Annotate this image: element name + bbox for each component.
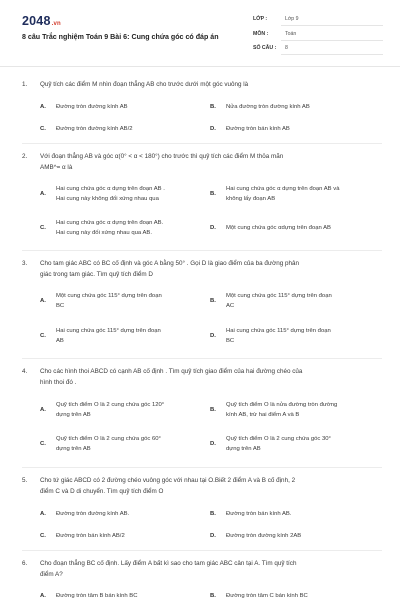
option-text-line-2: AB — [56, 338, 64, 344]
meta-count — [253, 45, 383, 55]
question-text-line-2: giác trong tam giác. Tìm quỹ tích điểm D — [40, 271, 153, 278]
question-divider — [22, 143, 382, 144]
option-letter: B. — [210, 407, 216, 413]
option-text-line-2: BC — [56, 303, 65, 309]
meta-count-label: SỐ CÂU : — [253, 45, 277, 51]
question-divider — [22, 250, 382, 251]
option-text-line-1: Hai cung chứa góc 115° dựng trên đoạn — [226, 328, 331, 334]
option-letter: C. — [40, 333, 46, 339]
option-letter: B. — [210, 593, 216, 599]
option-letter: B. — [210, 191, 216, 197]
option-letter: B. — [210, 298, 216, 304]
option-letter: D. — [210, 225, 216, 231]
option-text: Đường tròn đường kính 2AB — [226, 533, 302, 539]
option-text: Nửa đường tròn đường kính AB — [226, 104, 310, 110]
question-number: 6. — [22, 560, 28, 567]
meta-subject-label: MÔN : — [253, 31, 269, 37]
question-text-line-2: điểm A? — [40, 571, 63, 578]
option-text-line-2: kính AB, trừ hai điểm A và B — [226, 412, 300, 418]
option-text: Đường tròn bán kính AB/2 — [56, 533, 125, 539]
question-text-line-1: Cho tam giác ABC có BC cố định và góc A bằng 50° . Gọi D là giao điểm của ba đường phân — [40, 260, 300, 267]
meta-subject — [253, 31, 383, 41]
option-letter: A. — [40, 511, 46, 517]
meta-line — [281, 54, 383, 55]
question-text-line-1: Cho tứ giác ABCD có 2 đường chéo vuông góc với nhau tại O.Biết 2 điểm A và B cố định, 2 — [40, 477, 296, 484]
option-text-line-1: Hai cung chứa góc 115° dựng trên đoạn — [56, 328, 161, 334]
option-text-line-2: dựng trên AB — [56, 446, 91, 452]
meta-class-label: LỚP : — [253, 16, 268, 22]
option-text-line-2: không lấy đoạn AB — [226, 196, 276, 202]
option-text: Đường tròn đường kính AB/2 — [56, 126, 133, 132]
header-divider — [0, 66, 400, 67]
option-text-line-2: AC — [226, 303, 235, 309]
option-text: Một cung chứa góc αdựng trên đoạn AB — [226, 225, 331, 231]
option-letter: C. — [40, 533, 46, 539]
logo-suffix: .vn — [51, 21, 61, 27]
meta-subject-value: Toán — [285, 31, 297, 37]
option-letter: A. — [40, 407, 46, 413]
option-letter: D. — [210, 441, 216, 447]
option-letter: C. — [40, 126, 46, 132]
option-text-line-2: Hai cung này không đối xứng nhau qua — [56, 196, 159, 202]
option-text-line-1: Hai cung chứa góc α dựng trên đoạn AB và — [226, 186, 340, 192]
option-text-line-1: Quỹ tích điểm O là 2 cung chứa góc 60° — [56, 436, 161, 442]
option-text: Đường tròn bán kính AB. — [226, 511, 292, 517]
option-text: Đường tròn tâm C bán kính BC — [226, 593, 308, 599]
option-text-line-1: Quỹ tích điểm O là 2 cung chứa góc 120° — [56, 402, 165, 408]
option-text-line-2: dựng trên AB — [56, 412, 91, 418]
meta-class-value: Lớp 9 — [285, 16, 299, 22]
question-text-line-1: Cho các hình thoi ABCD có cạnh AB cố định . Tìm quỹ tích giao điểm của hai đường chéo của — [40, 368, 303, 375]
option-letter: D. — [210, 126, 216, 132]
option-text-line-1: Một cung chứa góc 115° dựng trên đoạn — [56, 293, 162, 299]
option-letter: A. — [40, 593, 46, 599]
question-number: 5. — [22, 477, 28, 484]
option-text-line-1: Hai cung chứa góc α dựng trên đoạn AB. — [56, 220, 164, 226]
logo-text: 2048 — [22, 14, 51, 28]
meta-class — [253, 16, 383, 26]
question-text-line-1: Cho đoạn thẳng BC cố định. Lấy điểm A bất kì sao cho tam giác ABC cân tại A. Tìm quỹ tích — [40, 560, 297, 567]
question-divider — [22, 467, 382, 468]
option-letter: A. — [40, 298, 46, 304]
option-text-line-1: Một cung chứa góc 115° dựng trên đoạn — [226, 293, 332, 299]
question-divider — [22, 550, 382, 551]
option-text-line-1: Hai cung chứa góc α dựng trên đoạn AB . — [56, 186, 165, 192]
option-text: Đường tròn tâm B bán kính BC — [56, 593, 138, 599]
option-letter: D. — [210, 333, 216, 339]
question-divider — [22, 358, 382, 359]
question-text-line-1: Với đoạn thẳng AB và góc α(0° < α < 180°) cho trước thì quỹ tích các điểm M thỏa mãn — [40, 153, 284, 160]
meta-line — [281, 25, 383, 26]
question-number: 1. — [22, 81, 28, 88]
question-text-line-2: hình thoi đó . — [40, 379, 77, 386]
option-letter: A. — [40, 104, 46, 110]
question-text-line-2: AMB^= α là — [40, 164, 73, 171]
question-text: Quỹ tích các điểm M nhìn đoạn thẳng AB cho trước dưới một góc vuông là — [40, 81, 249, 88]
question-number: 3. — [22, 260, 28, 267]
option-text: Đường tròn đường kính AB. — [56, 511, 130, 517]
page-title: 8 câu Trắc nghiệm Toán 9 Bài 6: Cung chứa góc có đáp án — [22, 33, 219, 41]
meta-line — [281, 40, 383, 41]
question-number: 4. — [22, 368, 28, 375]
option-letter: C. — [40, 225, 46, 231]
page-header — [0, 0, 400, 70]
question-text-line-2: điểm C và D di chuyển. Tìm quỹ tích điểm O — [40, 488, 164, 495]
question-number: 2. — [22, 153, 28, 160]
option-text: Đường tròn đường kính AB — [56, 104, 128, 110]
option-text-line-1: Quỹ tích điểm O là 2 cung chứa góc 30° — [226, 436, 331, 442]
option-text-line-2: dựng trên AB — [226, 446, 261, 452]
option-letter: B. — [210, 104, 216, 110]
option-text-line-2: Hai cung này đối xứng nhau qua AB. — [56, 230, 152, 236]
meta-count-value: 8 — [285, 45, 288, 51]
option-text-line-2: BC — [226, 338, 235, 344]
option-letter: A. — [40, 191, 46, 197]
option-letter: C. — [40, 441, 46, 447]
option-letter: D. — [210, 533, 216, 539]
option-text-line-1: Quỹ tích điểm O là nửa đường tròn đường — [226, 402, 338, 408]
option-text: Đường tròn bán kính AB — [226, 126, 290, 132]
site-logo[interactable] — [22, 14, 61, 28]
option-letter: B. — [210, 511, 216, 517]
